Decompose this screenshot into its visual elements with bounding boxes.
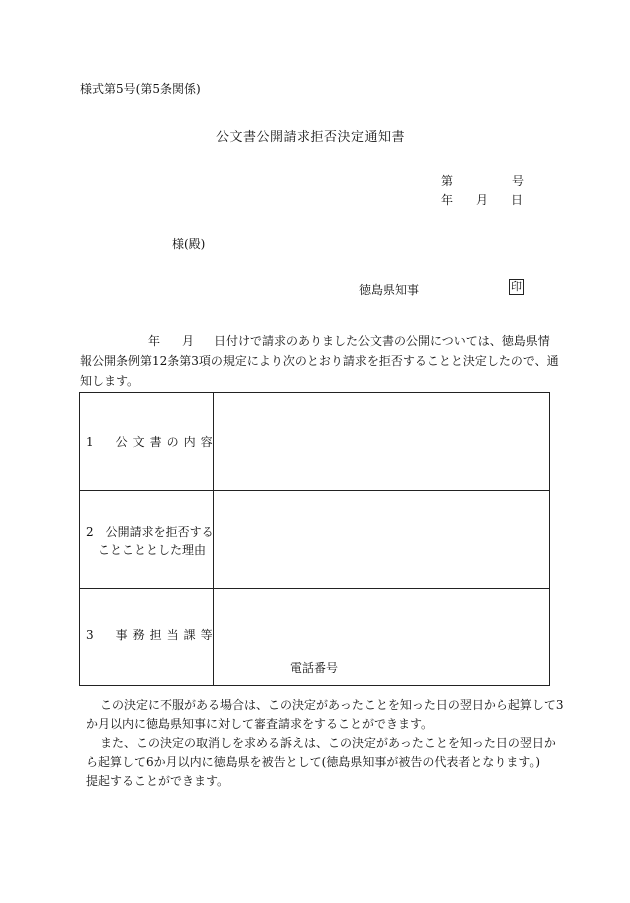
intro-year: 年 xyxy=(148,334,161,348)
intro-paragraph xyxy=(80,331,559,391)
phone-number-label: 電話番号 xyxy=(290,661,339,675)
table-row xyxy=(80,589,549,685)
row-label-document-content: 1 公文書の内容 xyxy=(86,435,218,449)
table-row xyxy=(80,393,549,491)
reference-number-label: 第 xyxy=(441,174,454,188)
form-number: 様式第5号(第5条関係) xyxy=(80,82,201,96)
note-line-4: ら起算して6か月以内に徳島県を被告として(徳島県知事が被告の代表者となります。) xyxy=(86,755,541,769)
document-title: 公文書公開請求拒否決定通知書 xyxy=(216,130,406,145)
intro-line-1-text: 日付けで請求のありました公文書の公開については、徳島県情 xyxy=(214,334,550,348)
details-table xyxy=(79,392,550,686)
seal-mark: 印 xyxy=(511,280,522,293)
note-line-1: この決定に不服がある場合は、この決定があったことを知った日の翌日から起算して3 xyxy=(100,698,564,712)
date-year-label: 年 xyxy=(441,193,454,207)
date-month-label: 月 xyxy=(476,193,489,207)
row-label-refusal-reason-line-2: ことこととした理由 xyxy=(86,543,207,557)
table-row xyxy=(80,491,549,589)
issuer: 徳島県知事 xyxy=(359,283,420,297)
row-label-refusal-reason-line-1: 2 公開請求を拒否する xyxy=(86,525,214,539)
intro-line-1 xyxy=(80,331,550,351)
row-label-refusal-reason xyxy=(86,523,214,559)
intro-line-3: 知します。 xyxy=(80,374,140,388)
date-day-label: 日 xyxy=(511,193,524,207)
note-line-5: 提起することができます。 xyxy=(86,774,230,788)
intro-month: 月 xyxy=(182,334,195,348)
note-line-2: か月以内に徳島県知事に対して審査請求をすることができます。 xyxy=(86,717,434,731)
reference-number-suffix: 号 xyxy=(512,174,525,188)
appeal-notes xyxy=(86,696,564,791)
row-label-responsible-office: 3 事務担当課等 xyxy=(86,628,218,642)
addressee: 様(殿) xyxy=(172,237,206,251)
intro-line-2: 報公開条例第12条第3項の規定により次のとおり請求を拒否することと決定したので、通 xyxy=(80,354,559,368)
note-line-3: また、この決定の取消しを求める訴えは、この決定があったことを知った日の翌日か xyxy=(100,736,556,750)
